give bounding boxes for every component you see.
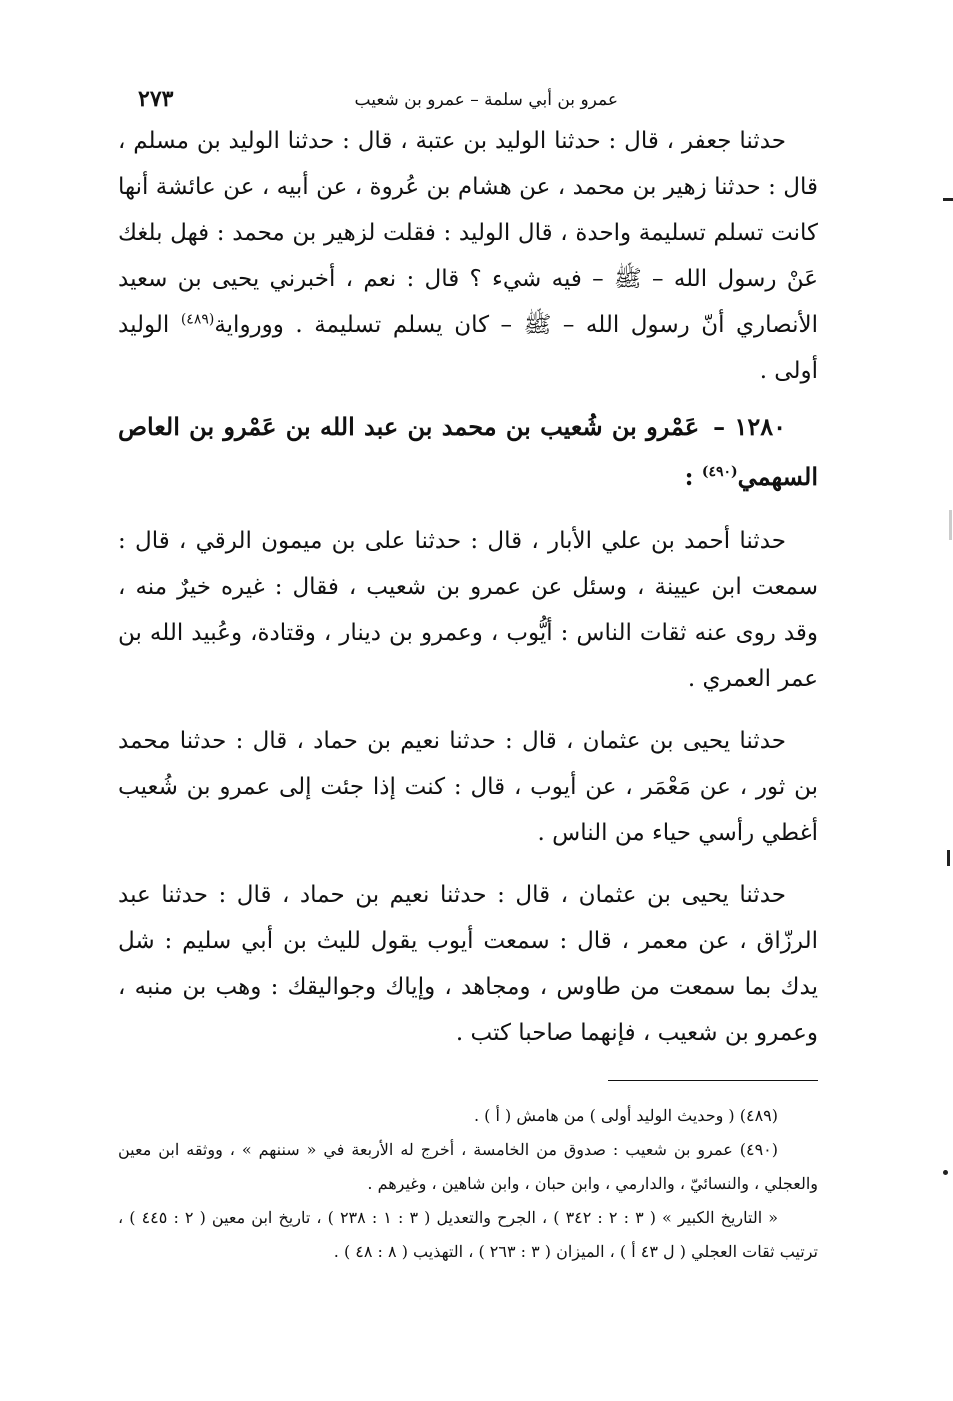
footnote-489: (٤٨٩) ( وحديث الوليد أولى ) من هامش ( أ ) . bbox=[474, 1106, 778, 1125]
paragraph-2: حدثنا أحمد بن علي الأبار ، قال : حدثنا على بن ميمون الرقي ، قال : سمعت ابن عيينة ، وسئل عن عمرو بن شعيب ، فقال : غيره خيرٌ منه ، وقد روى عنه ثقات الناس : أيُّوب ، وعمرو بن دينار ، وقتادة، وعُبيد الله بن عمر العمري . bbox=[118, 528, 818, 692]
running-title: عمرو بن أبي سلمة – عمرو بن شعيب bbox=[354, 90, 618, 110]
paragraph-1 bbox=[118, 118, 818, 394]
footnote-ref-489: (٤٨٩) bbox=[180, 311, 215, 328]
entry-number: ١٢٨٠ – bbox=[713, 412, 786, 441]
paragraph-1-text: حدثنا جعفر ، قال : حدثنا الوليد بن عتبة ، قال : حدثنا الوليد بن مسلم ، قال : حدثنا زهير بن محمد ، عن هشام بن عُروة ، عن أبيه ، عن عائشة أنها كانت تسلم تسليمة واحدة ، قال الوليد : فقلت لزهير بن محمد : فهل بلغك عَنْ رسول الله – ﷺ – فيه شيء ؟ قال : نعم ، أخبرني يحيى بن سعيد الأنصاري أنّ رسول الله – ﷺ – كان يسلم تسليمة . وورواية bbox=[118, 128, 818, 338]
entry-heading bbox=[118, 402, 818, 502]
footnote-490: (٤٩٠) عمرو بن شعيب : صدوق من الخامسة ، أخرج له الأربعة في « سننهم » ، ووثقه ابن معين والعجلي ، والنسائيّ ، والدارمي ، وابن حبان ، وابن شاهين ، وغيرهم . bbox=[118, 1140, 818, 1193]
paragraph-3: حدثنا يحيى بن عثمان ، قال : حدثنا نعيم بن حماد ، قال : حدثنا محمد بن ثور ، عن مَعْمَر ، عن أيوب ، قال : كنت إذا جئت إلى عمرو بن شُعيب أغطي رأسي حياء من الناس . bbox=[118, 728, 818, 846]
paragraph-4: حدثنا يحيى بن عثمان ، قال : حدثنا نعيم بن حماد ، قال : حدثنا عبد الرزّاق ، عن معمر ، قال : سمعت أيوب يقول لليث بن أبي سليم : شل يدك بما سمعت من طاوس ، ومجاهد ، وإياك وجواليقك : وهب بن منبه ، وعمرو بن شعيب ، فإنهما صاحبا كتب . bbox=[118, 882, 818, 1046]
scan-mark bbox=[943, 198, 953, 201]
page-header bbox=[118, 84, 818, 118]
entry-colon: : bbox=[684, 462, 702, 491]
scan-mark bbox=[949, 510, 952, 540]
scan-mark bbox=[943, 1170, 948, 1175]
footnote-ref-490: (٤٩٠) bbox=[701, 464, 738, 480]
footnote-490-sources: « التاريخ الكبير » ( ٣ : ٢ : ٣٤٢ ) ، الجرح والتعديل ( ٣ : ١ : ٢٣٨ ) ، تاريخ ابن معين ( ٢ : ٤٤٥ ) ، ترتيب ثقات العجلي ( ل ٤٣ أ ) ، الميزان ( ٣ : ٢٦٣ ) ، التهذيب ( ٨ : ٤٨ ) . bbox=[118, 1208, 818, 1261]
page-number: ٢٧٣ bbox=[138, 86, 174, 112]
entry-title: عَمْرو بن شُعيب بن محمد بن عبد الله بن عَمْرو بن العاص السهمي bbox=[118, 412, 818, 491]
paragraph-1-end: الوليد أولى . bbox=[118, 312, 818, 384]
scan-mark bbox=[947, 850, 950, 866]
footnote-divider bbox=[608, 1080, 818, 1081]
book-page bbox=[118, 84, 818, 1269]
